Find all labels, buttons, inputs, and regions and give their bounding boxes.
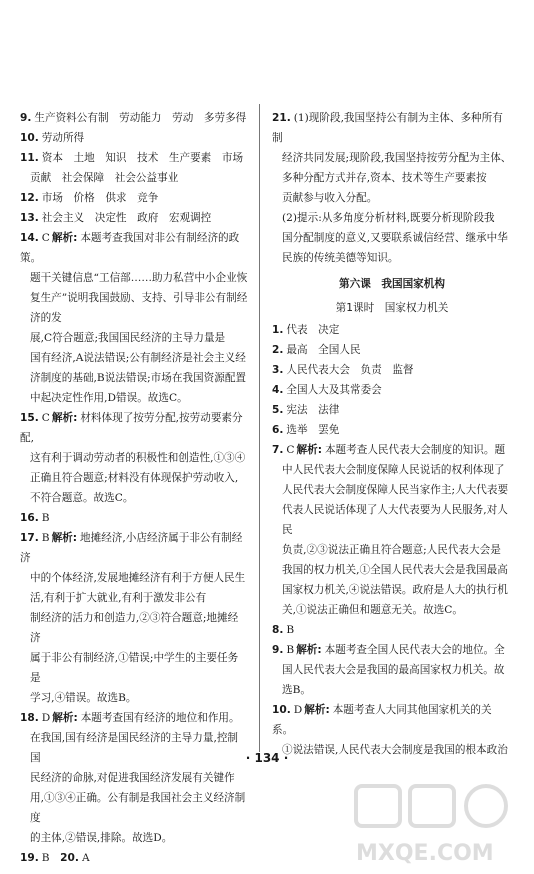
right-item bbox=[272, 320, 512, 340]
right-item bbox=[272, 360, 512, 380]
right-item bbox=[272, 208, 512, 228]
left-item bbox=[20, 848, 248, 868]
answer-continuation: 多种分配方式并存,资本、技术等生产要素按 bbox=[282, 172, 487, 184]
question-number: 7. bbox=[272, 444, 284, 456]
answer-choice: B bbox=[41, 512, 50, 524]
answer-text: (1)现阶段,我国坚持公有制为主体、多种所有制 bbox=[272, 112, 503, 144]
answer-continuation: 国家权力机关,④说法错误。政府是人大的执行机 bbox=[282, 584, 508, 596]
answer-text: 本题考查全国人民代表大会的地位。全 bbox=[324, 644, 505, 656]
answer-continuation: 的主体,②错误,排除。故选D。 bbox=[30, 832, 173, 844]
answer-continuation: 用,①③④正确。公有制是我国社会主义经济制度 bbox=[30, 792, 246, 824]
answer-continuation: 中的个体经济,发展地摊经济有利于方便人民生 bbox=[30, 572, 246, 584]
answer-text: 人民代表大会 负责 监督 bbox=[286, 364, 414, 376]
answer-text: 生产资料公有制 劳动能力 劳动 多劳多得 bbox=[34, 112, 247, 124]
answer-text: 市场 价格 供求 竞争 bbox=[41, 192, 159, 204]
answer-continuation: 关,①说法正确但和题意无关。故选C。 bbox=[282, 604, 463, 616]
answer-choice: B bbox=[41, 532, 50, 544]
analysis-label: 解析: bbox=[296, 644, 322, 656]
analysis-label: 解析: bbox=[51, 412, 78, 424]
answer-text: 劳动所得 bbox=[41, 132, 85, 144]
answer-continuation: 不符合题意。故选C。 bbox=[30, 492, 134, 504]
answer-choice: B bbox=[286, 644, 295, 656]
answer-text: (2)提示:从多角度分析材料,既要分析现阶段我 bbox=[282, 212, 495, 224]
answer-text: 代表 决定 bbox=[286, 324, 340, 336]
left-item bbox=[20, 228, 248, 268]
answer-choice: C bbox=[41, 232, 50, 244]
answer-continuation: 民族的传统美德等知识。 bbox=[282, 252, 399, 264]
question-number: 9. bbox=[20, 112, 32, 124]
answer-continuation: 中人民代表大会制度保障人民说话的权利体现了 bbox=[282, 464, 505, 476]
answer-continuation: 贡献参与收入分配。 bbox=[282, 192, 378, 204]
left-item bbox=[20, 188, 248, 208]
answer-continuation: 制经济的活力和创造力,②③符合题意;地摊经济 bbox=[30, 612, 239, 644]
question-number: 5. bbox=[272, 404, 284, 416]
answer-continuation: 选B。 bbox=[282, 684, 311, 696]
right-item bbox=[272, 700, 512, 740]
answer-continuation: 国人民代表大会是我国的最高国家权力机关。故 bbox=[282, 664, 505, 676]
answer-continuation: 中起决定性作用,D错误。故选C。 bbox=[30, 392, 188, 404]
answer-text: 最高 全国人民 bbox=[286, 344, 361, 356]
right-item bbox=[272, 400, 512, 420]
left-item bbox=[20, 408, 248, 448]
answer-choice: C bbox=[41, 412, 50, 424]
question-number: 11. bbox=[20, 152, 39, 164]
question-number: 20. bbox=[49, 852, 79, 864]
right-column bbox=[272, 108, 512, 760]
analysis-label: 解析: bbox=[51, 232, 78, 244]
right-item bbox=[272, 620, 512, 640]
answer-continuation: 经济共同发展;现阶段,我国坚持按劳分配为主体、 bbox=[282, 152, 512, 164]
left-item bbox=[20, 128, 248, 148]
analysis-label: 解析: bbox=[304, 704, 330, 716]
answer-choice: C bbox=[286, 444, 295, 456]
question-number: 6. bbox=[272, 424, 284, 436]
svg-text:MXQE.COM: MXQE.COM bbox=[356, 841, 494, 866]
answer-text: 本题考查我国对非公有制经济的政策。 bbox=[20, 232, 240, 264]
question-number: 12. bbox=[20, 192, 39, 204]
answer-continuation: 展,C符合题意;我国国民经济的主导力量是 bbox=[30, 332, 226, 344]
answer-choice: B bbox=[41, 852, 50, 864]
analysis-label: 解析: bbox=[296, 444, 322, 456]
right-item bbox=[272, 380, 512, 400]
analysis-label: 解析: bbox=[52, 712, 78, 724]
column-divider bbox=[259, 104, 260, 752]
period-title: 第1课时 国家权力机关 bbox=[335, 302, 449, 314]
answer-choice: D bbox=[293, 704, 303, 716]
question-number: 8. bbox=[272, 624, 284, 636]
answer-choice: D bbox=[41, 712, 51, 724]
right-item bbox=[272, 340, 512, 360]
question-number: 14. bbox=[20, 232, 39, 244]
answer-continuation: 正确且符合题意;材料没有体现保护劳动收入, bbox=[30, 472, 239, 484]
answer-text: 本题考查国有经济的地位和作用。 bbox=[80, 712, 240, 724]
answer-continuation: 国有经济,A说法错误;公有制经济是社会主义经 bbox=[30, 352, 246, 364]
question-number: 4. bbox=[272, 384, 284, 396]
answer-continuation: ①说法错误,人民代表大会制度是我国的根本政治 bbox=[282, 744, 508, 756]
question-number: 3. bbox=[272, 364, 284, 376]
answer-text: 宪法 法律 bbox=[286, 404, 340, 416]
answer-continuation: 活,有利于扩大就业,有利于激发非公有 bbox=[30, 592, 207, 604]
answer-continuation: 人民代表大会制度保障人民当家作主;人大代表要 bbox=[282, 484, 509, 496]
answer-text: 资本 土地 知识 技术 生产要素 市场 bbox=[41, 152, 244, 164]
watermark-logo bbox=[348, 780, 518, 870]
question-number: 16. bbox=[20, 512, 39, 524]
answer-choice: A bbox=[81, 852, 90, 864]
answer-continuation: 负责,②③说法正确且符合题意;人民代表大会是 bbox=[282, 544, 501, 556]
answer-continuation: 国分配制度的意义,又要联系诚信经营、继承中华 bbox=[282, 232, 508, 244]
answer-continuation: 属于非公有制经济,①错误;中学生的主要任务是 bbox=[30, 652, 239, 684]
answer-continuation: 学习,④错误。故选B。 bbox=[30, 692, 137, 704]
answer-continuation: 贡献 社会保障 社会公益事业 bbox=[30, 172, 179, 184]
answer-continuation: 济制度的基础,B说法错误;市场在我国资源配置 bbox=[30, 372, 247, 384]
answer-text: 材料体现了按劳分配,按劳动要素分配, bbox=[20, 412, 243, 444]
right-item bbox=[272, 420, 512, 440]
left-item bbox=[20, 148, 248, 168]
right-item bbox=[272, 640, 512, 660]
question-number: 19. bbox=[20, 852, 39, 864]
left-item bbox=[20, 528, 248, 568]
question-number: 17. bbox=[20, 532, 39, 544]
answer-continuation: 这有利于调动劳动者的积极性和创造性,①③④ bbox=[30, 452, 246, 464]
question-number: 13. bbox=[20, 212, 39, 224]
left-item bbox=[20, 708, 248, 728]
answer-continuation: 我国的权力机关,①全国人民代表大会是我国最高 bbox=[282, 564, 508, 576]
right-item bbox=[272, 108, 512, 148]
answer-continuation: 民经济的命脉,对促进我国经济发展有关键作 bbox=[30, 772, 235, 784]
right-item bbox=[272, 440, 512, 460]
question-number: 18. bbox=[20, 712, 39, 724]
answer-text: 本题考查人民代表大会制度的知识。题 bbox=[324, 444, 506, 456]
left-item bbox=[20, 508, 248, 528]
answer-continuation: 在我国,国有经济是国民经济的主导力量,控制国 bbox=[30, 732, 239, 764]
page-number: · 134 · bbox=[245, 751, 289, 765]
question-number: 9. bbox=[272, 644, 284, 656]
answer-continuation: 代表人民说话体现了人大代表要为人民服务,对人民 bbox=[282, 504, 508, 536]
answer-text: 全国人大及其常委会 bbox=[286, 384, 382, 396]
question-number: 10. bbox=[20, 132, 39, 144]
answer-choice: B bbox=[286, 624, 295, 636]
answer-text: 地摊经济,小店经济属于非公有制经济 bbox=[20, 532, 243, 564]
answer-text: 选举 罢免 bbox=[286, 424, 340, 436]
question-number: 21. bbox=[272, 112, 291, 124]
answer-text: 社会主义 决定性 政府 宏观调控 bbox=[41, 212, 212, 224]
answer-continuation: 题干关键信息“工信部……助力私营中小企业恢 bbox=[30, 272, 248, 284]
question-number: 2. bbox=[272, 344, 284, 356]
answer-continuation: 复生产”说明我国鼓励、支持、引导非公有制经济的发 bbox=[30, 292, 248, 324]
answer-text: 本题考查人大同其他国家机关的关系。 bbox=[272, 704, 492, 736]
analysis-label: 解析: bbox=[51, 532, 78, 544]
question-number: 15. bbox=[20, 412, 39, 424]
question-number: 10. bbox=[272, 704, 291, 716]
lesson-title: 第六课 我国国家机构 bbox=[339, 278, 445, 290]
left-item bbox=[20, 208, 248, 228]
question-number: 1. bbox=[272, 324, 284, 336]
left-item bbox=[20, 108, 248, 128]
